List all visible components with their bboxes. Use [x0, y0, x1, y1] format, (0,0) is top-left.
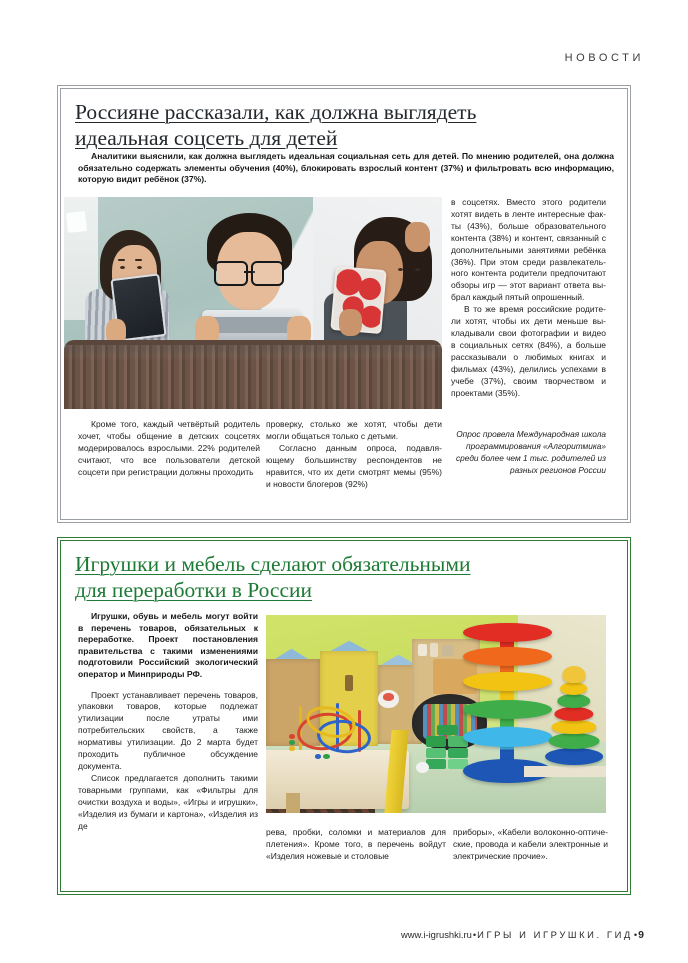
- page-footer: [401, 929, 644, 941]
- photo2-stacking-rings: [545, 659, 603, 766]
- photo1-child-center: [193, 210, 314, 350]
- running-head: НОВОСТИ: [564, 52, 644, 64]
- photo2-shelf-right: [524, 766, 606, 778]
- photo1-child-left: [90, 222, 188, 349]
- photo1-child-right: [329, 214, 435, 350]
- footer-separator-2: •: [633, 929, 638, 940]
- article2-left-para2: Список предлагается дополнить такими товарными группами, как «Фильтры для очистки воздуха и воды», «Игры и игрушки», «Изделия из бумаги и картона», «Изделия из де: [78, 772, 258, 831]
- article1-credit: Опрос провела Международная школа программирования «Алгоритмика» среди более чем 1 тыс. родителей из разных регионов России: [456, 429, 606, 475]
- article1-bottom-left-text: Кроме того, каждый четвёртый родитель хочет, чтобы общение в детских соцсетях модерировалось взрослыми. 22% родителей считают, что все пользователи детской соцсети при регистрации должны проходить: [78, 419, 260, 477]
- footer-website: www.i-igrushki.ru: [401, 929, 472, 940]
- article2-bottom-right-text: приборы», «Кабели волоконно-оптические, провода и кабели электронные и электрические прочие».: [453, 827, 608, 861]
- footer-magazine-title: ИГРЫ И ИГРУШКИ. ГИД: [477, 929, 633, 940]
- article1-bottom-column-middle: [266, 419, 442, 490]
- article1-bottom-column-left: [78, 419, 260, 479]
- article1-right-para2: В то же время российские родители хотят, чтобы их дети меньше выкладывали свои фотографии и видео в социальных сетях (84%), а больше рассказывали о любимых книгах и фильмах (43%), делились успехами в учебе (37%), своим творчеством и проектами (35%).: [451, 304, 606, 398]
- article2-headline-line2: для переработки в России: [75, 578, 313, 602]
- article1-lead: Аналитики выяснили, как должна выглядеть идеальная социальная сеть для детей. По мнению родителей, она должна обязательно содержать элементы обучения (40%), блокировать взрослый контент (37%) и фильтровать всю информацию, которую видит ребёнок (37%).: [78, 151, 614, 185]
- article1-bottom-middle-text2: Согласно данным опроса, подавляющему большинству респондентов не нравится, что их дети смотрят мемы (95%) и новости блогеров (92%): [266, 442, 442, 489]
- article2-left-para1: Проект устанавливает перечень товаров, упаковки товаров, которые подлежат утилизации после утраты ими потребительских свойств, а также нормативы утилизации. До 2 марта будет проходить публичное обсуждение документа.: [78, 689, 258, 771]
- article2-headline-line1: Игрушки и мебель сделают обязательными: [75, 552, 471, 576]
- photo1-couch: [64, 340, 442, 409]
- article2-bottom-column-left: [266, 827, 446, 863]
- photo1-eyeglasses: [214, 261, 284, 282]
- article1-headline-line2: идеальная соцсеть для детей: [75, 126, 338, 150]
- article2-photo-kindergarten-toys: [266, 615, 606, 813]
- article1-photo-children-with-devices: [64, 197, 442, 409]
- footer-page-number: 9: [638, 929, 644, 941]
- article1-bottom-middle-text1: проверку, столько же хотят, чтобы дети могли общаться только с детьми.: [266, 419, 442, 441]
- article1-right-para1: в соцсетях. Вместо этого родители хотят видеть в ленте интересные факты (43%), больше образовательного контента (38%) и контент, связанный с дополнительными занятиями ребёнка (36%). При этом среди развлекательного контента родители предпочитают обзоры игр — этот вариант ответа выбрал каждый пятый опрошенный.: [451, 197, 606, 303]
- article1-headline: [75, 99, 605, 151]
- photo2-bead-maze-toy: [286, 702, 395, 761]
- article2-left-column: [78, 611, 258, 832]
- article1-right-column: [451, 197, 606, 399]
- article2-bottom-column-right: [453, 827, 608, 863]
- footer-separator-1: •: [472, 929, 477, 940]
- article2-headline: [75, 551, 605, 603]
- article-social-network-for-kids: [60, 88, 628, 520]
- article-toys-furniture-recycling: [60, 540, 628, 892]
- article2-bottom-left-text: рева, пробки, соломки и материалов для плетения». Кроме того, в перечень войдут «Изделия ножевые и столовые: [266, 827, 446, 861]
- article1-headline-line1: Россияне рассказали, как должна выглядеть: [75, 100, 477, 124]
- article2-lead: Игрушки, обувь и мебель могут войти в перечень товаров, обязательных к переработке. Проект постановления правительства с такими изменениями подготовили Российский экологический оператор и Минприроды РФ.: [78, 611, 258, 679]
